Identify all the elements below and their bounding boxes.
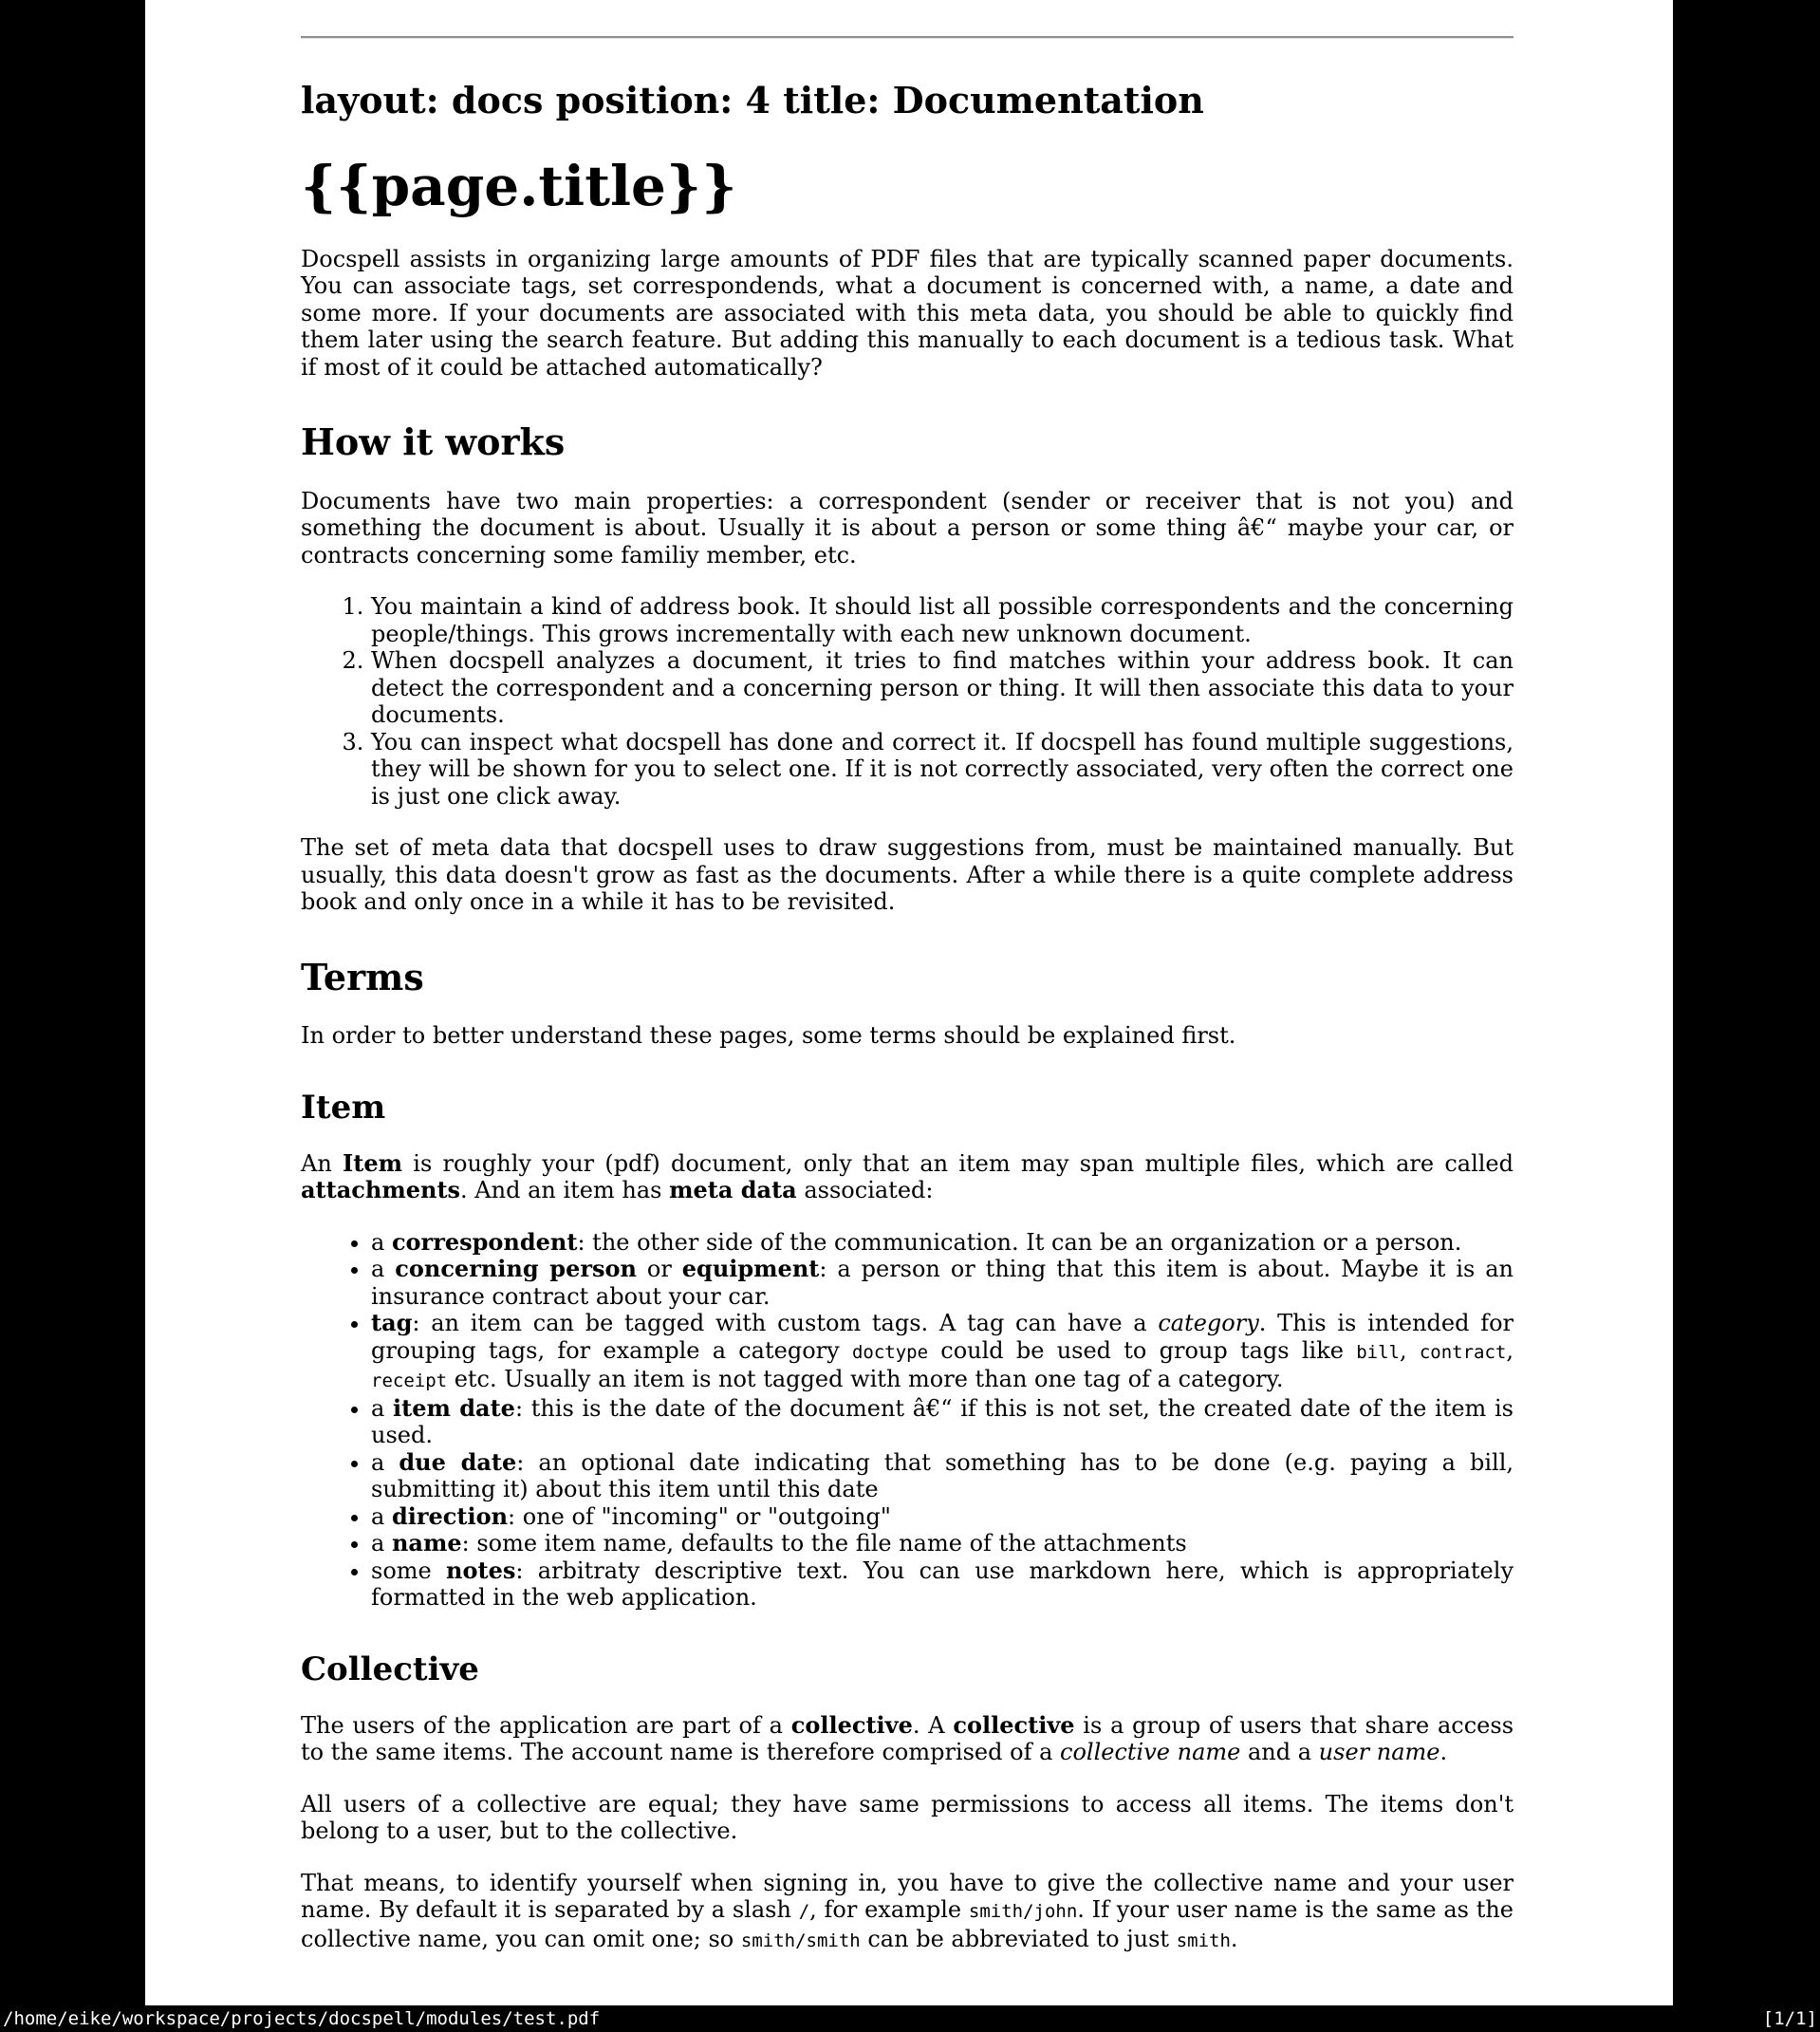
text-run: a [371,1394,393,1422]
inline-code: smith [1176,1929,1231,1951]
text-run: is roughly your (pdf) document, only that an item may span multiple files, which are called [402,1149,1514,1177]
text-run: : some item name, defaults to the file name of the attachments [461,1530,1187,1557]
text-run: a [371,1448,399,1476]
text-run: Collective [301,1650,479,1688]
text-run: The users of the application are part of a [301,1711,791,1739]
text-run: {{page.title}} [301,153,737,218]
text-run: All users of a collective are equal; they have same permissions to access all items. The items don't belong to a user, but to the collective. [301,1790,1514,1845]
ordered-list [301,593,1514,810]
bold-text: attachments [301,1176,461,1204]
paragraph [301,1150,1514,1204]
italic-text: category [1158,1310,1259,1337]
text-run: . And an item has [460,1177,670,1204]
bold-text: item date [392,1393,515,1422]
status-page-indicator: [1/1] [1762,2008,1817,2029]
text-run: associated: [796,1177,934,1204]
inline-code: bill [1356,1341,1400,1363]
text-run: , [1506,1336,1514,1364]
bold-text: concerning person [395,1255,637,1283]
document-content [301,0,1514,1979]
italic-text: collective name [1060,1739,1241,1766]
list-item [371,1310,1514,1395]
text-run: . If your user name is the same as the collective name, you can omit one; so [301,1896,1514,1952]
bold-text: Item [343,1148,403,1177]
text-run: : a person or thing that this item is about. Maybe it is an insurance contract about your car. [371,1256,1514,1310]
text-run: layout: docs position: 4 title: Documentation [301,79,1204,121]
paragraph [301,488,1514,569]
bold-text: due date [399,1447,517,1476]
text-run: . [1230,1925,1238,1952]
text-run: Item [301,1088,386,1127]
list-item [371,1395,1514,1449]
section-heading [301,955,1514,998]
text-run: can be abbreviated to just [860,1925,1177,1952]
section-heading [301,81,1514,121]
bold-text: notes [446,1556,516,1584]
status-file-path: /home/eike/workspace/projects/docspell/modules/test.pdf [3,2008,601,2029]
inline-code: smith/john [968,1901,1078,1923]
section-heading [301,422,1514,463]
list-item [371,1256,1514,1310]
inline-code: receipt [371,1370,448,1392]
text-run: You can inspect what docspell has done and correct it. If docspell has found multiple suggestions, they will be shown for you to select one. If it is not correctly associated, very often the correct one is just one click away. [371,728,1514,810]
text-run: : this is the date of the document â€“ if this is not set, the created date of the item is used. [371,1394,1514,1449]
inline-code: smith/smith [740,1929,861,1951]
horizontal-rule [301,36,1514,39]
status-bar [0,2005,1820,2032]
page-title-heading [301,153,1514,218]
text-run: a [371,1502,392,1530]
text-run: You maintain a kind of address book. It should list all possible correspondents and the concerning people/things. This grows incrementally with each new unknown document. [371,593,1514,647]
paragraph [301,1870,1514,1955]
bold-text: equipment [681,1255,820,1283]
text-run: An [301,1149,344,1177]
bold-text: tag [371,1309,413,1337]
text-run: a [371,1256,396,1283]
text-run: When docspell analyzes a document, it tries to find matches within your address book. It can detect the correspondent and a concerning person or thing. It will then associate this data to your documents. [371,647,1514,729]
text-run: a [371,1530,392,1557]
text-run: Docspell assists in organizing large amounts of PDF files that are typically scanned paper documents. You can associate tags, set correspondends, what a document is concerned with, a name, a date and some more. If your documents are associated with this meta data, you should be able to quickly find them later using the search feature. But adding this manually to each document is a tedious task. What if most of it could be attached automatically? [301,245,1514,381]
list-item [371,647,1514,729]
text-run: In order to better understand these pages, some terms should be explained first. [301,1022,1236,1050]
text-run: could be used to group tags like [928,1336,1357,1364]
list-item [371,1530,1514,1557]
text-run: and a [1240,1739,1319,1766]
paragraph [301,1022,1514,1050]
list-item [371,1503,1514,1531]
bold-text: meta data [669,1176,797,1204]
subsection-heading [301,1090,1514,1126]
text-run: is a group of users that share access to the same items. The account name is therefore comprised of a [301,1711,1514,1766]
text-run: That means, to identify yourself when signing in, you have to give the collective name and your user name. By default it is separated by a slash [301,1869,1514,1924]
text-run: How it works [301,420,566,463]
italic-text: user name [1318,1739,1440,1766]
paragraph [301,246,1514,382]
list-item [371,1557,1514,1612]
text-run: . A [912,1711,954,1739]
text-run: : an item can be tagged with custom tags. A tag can have a [412,1310,1159,1337]
text-run: a [371,1228,392,1256]
bold-text: correspondent [391,1227,578,1256]
list-item [371,593,1514,647]
inline-code: doctype [851,1341,929,1363]
text-run: some [371,1557,447,1584]
text-run: The set of meta data that docspell uses to draw suggestions from, must be maintained manually. But usually, this data doesn't grow as fast as the documents. After a while there is a quite complete address book and only once in a while it has to be revisited. [301,834,1514,916]
document-page [145,0,1673,2005]
text-run: . [1439,1739,1448,1766]
text-run: , for example [809,1896,969,1924]
bold-text: direction [391,1501,509,1530]
paragraph [301,834,1514,916]
paragraph [301,1712,1514,1766]
inline-code: contract [1419,1341,1507,1363]
text-run: : one of "incoming" or "outgoing" [508,1502,891,1530]
text-run: . This is intended for grouping tags, for example a category [371,1310,1514,1364]
bold-text: collective [790,1710,913,1739]
subsection-heading [301,1651,1514,1687]
inline-code: / [798,1901,810,1923]
text-run: Documents have two main properties: a correspondent (sender or receiver that is not you) and something the document is about. Usually it is about a person or some thing â€“ maybe your car, or contracts concerning some familiy member, etc. [301,487,1514,569]
list-item [371,1449,1514,1503]
bold-text: collective [953,1710,1075,1739]
bullet-list [301,1229,1514,1612]
text-run: , [1399,1336,1420,1364]
list-item [371,1229,1514,1257]
text-run: or [636,1256,682,1283]
text-run: Terms [301,955,424,998]
paragraph [301,1791,1514,1845]
text-run: etc. Usually an item is not tagged with more than one tag of a category. [447,1366,1284,1393]
bold-text: name [391,1529,462,1557]
text-run: : an optional date indicating that something has to be done (e.g. paying a bill, submitting it) about this item until this date [371,1448,1514,1503]
text-run: : arbitraty descriptive text. You can use markdown here, which is appropriately formatted in the web application. [371,1557,1514,1612]
text-run: : the other side of the communication. It can be an organization or a person. [577,1228,1462,1256]
list-item [371,729,1514,811]
